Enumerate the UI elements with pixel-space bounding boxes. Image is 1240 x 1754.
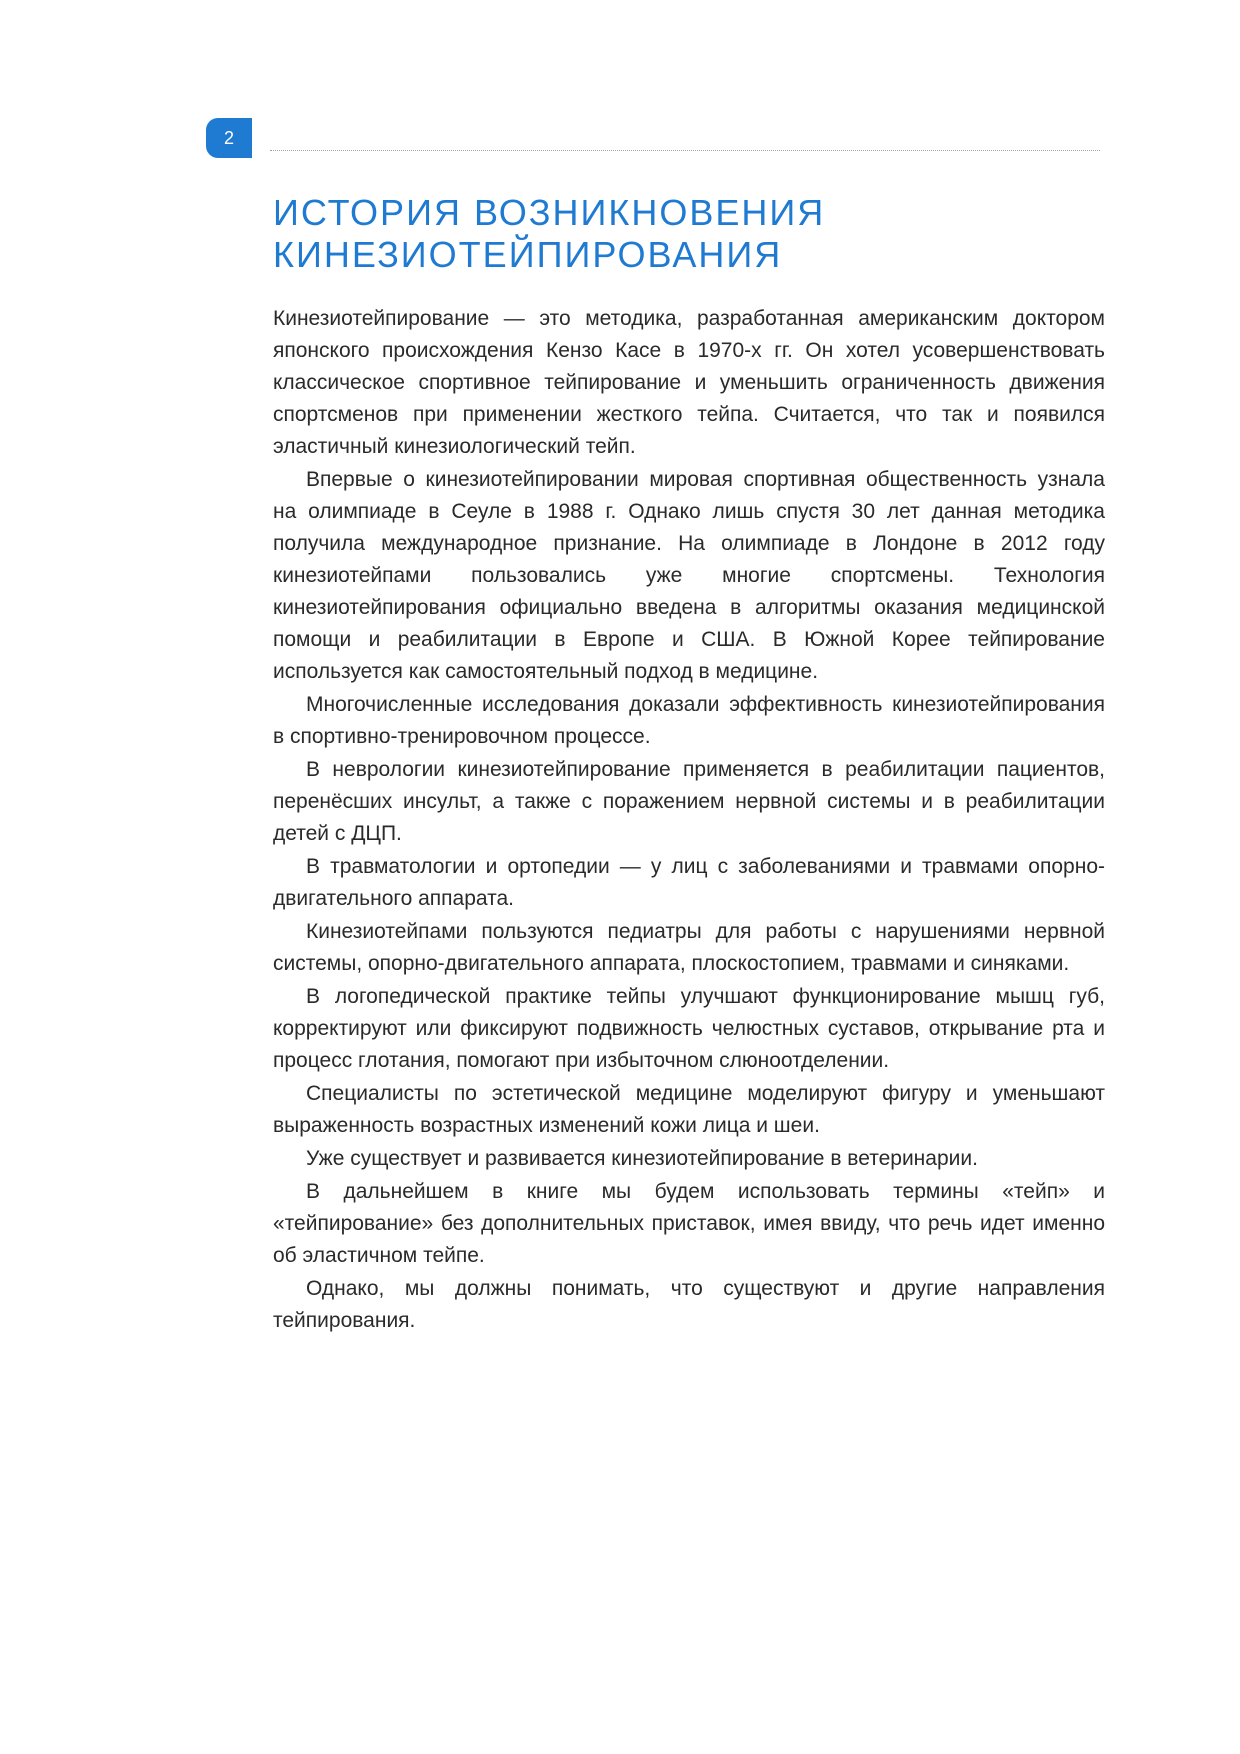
chapter-title-line-1: ИСТОРИЯ ВОЗНИКНОВЕНИЯ xyxy=(273,192,826,233)
header-dotted-rule xyxy=(270,150,1100,151)
paragraph: Уже существует и развивается кинезиотейпирование в ветеринарии. xyxy=(306,1147,978,1170)
paragraph: В неврологии кинезиотейпирование применяется в реабилитации пациентов, перенёсших инсульт, а также с поражением нервной системы и в реабилитации детей с ДЦП. xyxy=(273,758,1105,845)
page-number-badge: 2 xyxy=(206,118,252,158)
paragraph: Однако, мы должны понимать, что существуют и другие направления тейпирования. xyxy=(273,1277,1105,1332)
paragraph: Впервые о кинезиотейпировании мировая спортивная общественность узнала на олимпиаде в Сеуле в 1988 г. Однако лишь спустя 30 лет данная методика получила международное признание. На олимпиаде в Лондоне в 2012 году кинезиотейпами пользовались уже многие спортсмены. Технология кинезиотейпирования официально введена в алгоритмы оказания медицинской помощи и реабилитации в Европе и США. В Южной Корее тейпирование используется как самостоятельный подход в медицине. xyxy=(273,468,1105,683)
paragraph: Кинезиотейпирование — это методика, разработанная американским доктором японского происхождения Кензо Касе в 1970-х гг. Он хотел усовершенствовать классическое спортивное тейпирование и уменьшить ограниченность движения спортсменов при применении жесткого тейпа. Считается, что так и появился эластичный кинезиологический тейп. xyxy=(273,307,1105,458)
body-text xyxy=(273,303,1105,1338)
paragraph: В логопедической практике тейпы улучшают функционирование мышц губ, корректируют или фиксируют подвижность челюстных суставов, открывание рта и процесс глотания, помогают при избыточном слюноотделении. xyxy=(273,985,1105,1072)
paragraph: Кинезиотейпами пользуются педиатры для работы с нарушениями нервной системы, опорно-двигательного аппарата, плоскостопием, травмами и синяками. xyxy=(273,920,1105,975)
chapter-title-line-2: КИНЕЗИОТЕЙПИРОВАНИЯ xyxy=(273,234,783,275)
paragraph: Специалисты по эстетической медицине моделируют фигуру и уменьшают выраженность возрастных изменений кожи лица и шеи. xyxy=(273,1082,1105,1137)
chapter-title xyxy=(273,192,1093,276)
paragraph: В травматологии и ортопедии — у лиц с заболеваниями и травмами опорно-двигательного аппарата. xyxy=(273,855,1105,910)
paragraph: В дальнейшем в книге мы будем использовать термины «тейп» и «тейпирование» без дополнительных приставок, имея ввиду, что речь идет именно об эластичном тейпе. xyxy=(273,1180,1105,1267)
paragraph: Многочисленные исследования доказали эффективность кинезиотейпирования в спортивно-тренировочном процессе. xyxy=(273,693,1105,748)
